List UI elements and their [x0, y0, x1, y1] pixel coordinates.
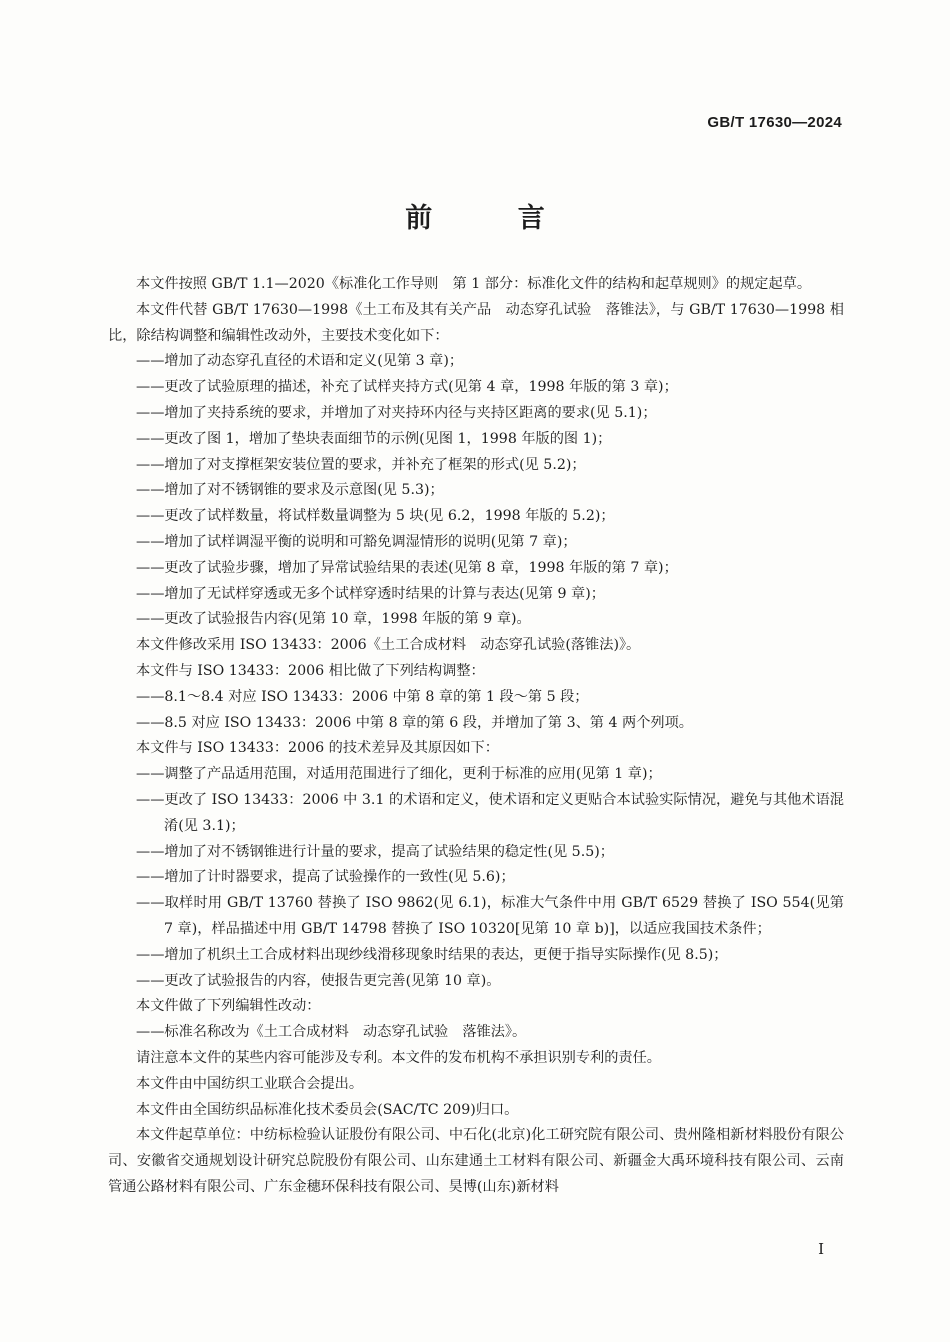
paragraph: 本文件由全国纺织品标准化技术委员会(SAC/TC 209)归口。 [136, 1101, 519, 1118]
list-item: —— 增加了对不锈钢锥进行计量的要求，提高了试验结果的稳定性(见 5.5)； [108, 840, 844, 866]
list-item: —— 调整了产品适用范围，对适用范围进行了细化，更利于标准的应用(见第 1 章)； [108, 762, 844, 788]
paragraph: 本文件与 ISO 13433：2006 相比做了下列结构调整： [136, 662, 485, 679]
paragraph: 本文件由中国纺织工业联合会提出。 [136, 1075, 364, 1092]
list-item: —— 增加了夹持系统的要求，并增加了对夹持环内径与夹持区距离的要求(见 5.1)； [108, 401, 844, 427]
list-item: —— 更改了试验步骤，增加了异常试验结果的表述(见第 8 章，1998 年版的第 7 章)； [108, 556, 844, 582]
list-item: —— 更改了试验原理的描述，补充了试样夹持方式(见第 4 章，1998 年版的第 3 章)； [108, 375, 844, 401]
paragraph: 本文件做了下列编辑性改动： [136, 998, 321, 1015]
list-item: —— 更改了试验报告的内容，使报告更完善(见第 10 章)。 [108, 969, 844, 995]
paragraph: 本文件代替 GB/T 17630—1998《土工布及其有关产品 动态穿孔试验 落锥法》，与 GB/T 17630—1998 相比，除结构调整和编辑性改动外，主要技术变化如下： [108, 301, 844, 344]
list-item: —— 8.5 对应 ISO 13433：2006 中第 8 章的第 6 段，并增加了第 3、第 4 两个列项。 [108, 711, 844, 737]
list-item: —— 更改了试样数量，将试样数量调整为 5 块(见 6.2，1998 年版的 5.2)； [108, 504, 844, 530]
list-item: —— 标准名称改为《土工合成材料 动态穿孔试验 落锥法》。 [108, 1020, 844, 1046]
paragraph: 本文件修改采用 ISO 13433：2006《土工合成材料 动态穿孔试验(落锥法)》。 [136, 637, 641, 654]
list-item: —— 增加了机织土工合成材料出现纱线滑移现象时结果的表达，更便于指导实际操作(见 8.5)； [108, 943, 844, 969]
list-item: —— 取样时用 GB/T 13760 替换了 ISO 9862(见 6.1)，标准大气条件中用 GB/T 6529 替换了 ISO 554(见第 7 章)，样品描述中用 GB/T 14798 替换了 ISO 10320[见第 10 章 b)]，以适应我国技术条件； [108, 891, 844, 943]
list-item: —— 增加了试样调湿平衡的说明和可豁免调湿情形的说明(见第 7 章)； [108, 530, 844, 556]
paragraph: 本文件起草单位：中纺标检验认证股份有限公司、中石化(北京)化工研究院有限公司、贵州隆相新材料股份有限公司、安徽省交通规划设计研究总院股份有限公司、山东建通土工材料有限公司、新疆金大禹环境科技有限公司、云南管通公路材料有限公司、广东金穗环保科技有限公司、昊博(山东)新材料 [108, 1127, 844, 1195]
list-item: —— 增加了计时器要求，提高了试验操作的一致性(见 5.6)； [108, 865, 844, 891]
paragraph: 本文件与 ISO 13433：2006 的技术差异及其原因如下： [136, 740, 499, 757]
page-title: 前 言 [405, 203, 583, 234]
document-body [108, 272, 844, 1201]
page-number: I [818, 1240, 824, 1258]
paragraph: 请注意本文件的某些内容可能涉及专利。本文件的发布机构不承担识别专利的责任。 [136, 1049, 661, 1066]
paragraph: 本文件按照 GB/T 1.1—2020《标准化工作导则 第 1 部分：标准化文件的结构和起草规则》的规定起草。 [136, 276, 812, 292]
list-item: —— 增加了对不锈钢锥的要求及示意图(见 5.3)； [108, 478, 844, 504]
list-item: —— 增加了对支撑框架安装位置的要求，并补充了框架的形式(见 5.2)； [108, 453, 844, 479]
list-item: —— 更改了 ISO 13433：2006 中 3.1 的术语和定义，使术语和定义更贴合本试验实际情况，避免与其他术语混淆(见 3.1)； [108, 788, 844, 840]
list-item: —— 8.1～8.4 对应 ISO 13433：2006 中第 8 章的第 1 段～第 5 段； [108, 685, 844, 711]
list-item: —— 增加了无试样穿透或无多个试样穿透时结果的计算与表达(见第 9 章)； [108, 582, 844, 608]
list-item: —— 更改了试验报告内容(见第 10 章，1998 年版的第 9 章)。 [108, 607, 844, 633]
standard-number: GB/T 17630—2024 [707, 114, 842, 131]
list-item: —— 更改了图 1，增加了垫块表面细节的示例(见图 1，1998 年版的图 1)； [108, 427, 844, 453]
list-item: —— 增加了动态穿孔直径的术语和定义(见第 3 章)； [108, 349, 844, 375]
